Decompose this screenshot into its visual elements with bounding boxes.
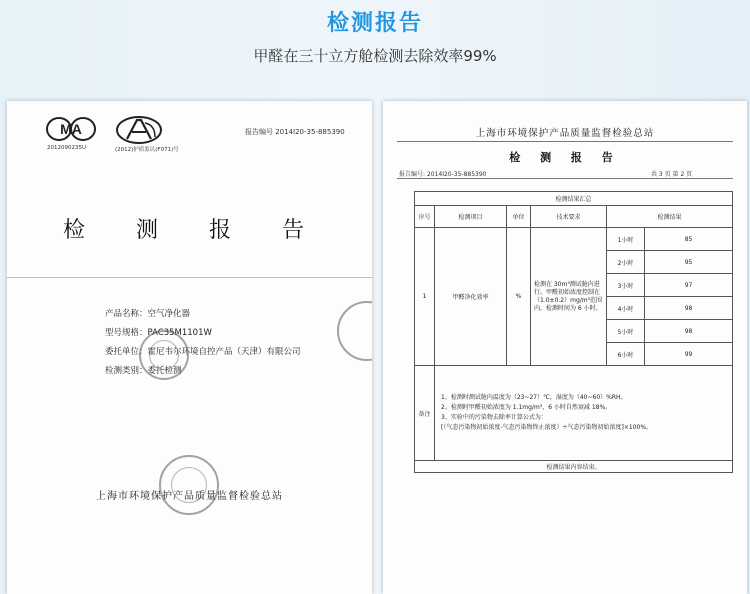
- result-period: 3小时: [607, 274, 645, 297]
- field-label: 产品名称：: [105, 309, 148, 319]
- row-unit: %: [507, 228, 531, 366]
- result-value: 99: [645, 343, 733, 366]
- field-value: 空气净化器: [147, 309, 191, 319]
- field-label: 委托单位：: [105, 347, 148, 357]
- field-value: 委托检测: [147, 366, 182, 376]
- remark-line: 2、检测时甲醛初始浓度为 1.1mg/m³，6 小时自然衰减 18%。: [441, 404, 612, 411]
- result-period: 6小时: [607, 343, 645, 366]
- field-value: PAC35M1101W: [147, 328, 212, 338]
- issuer-name: 上海市环境保护产品质量监督检验总站: [475, 128, 655, 139]
- page-number: 共 3 页 第 2 页: [651, 171, 693, 178]
- field-value: 霍尼韦尔环境自控产品（天津）有限公司: [147, 347, 301, 357]
- result-period: 1小时: [607, 228, 645, 251]
- row-no: 1: [415, 228, 435, 366]
- results-table: [414, 191, 733, 473]
- official-seal-icon: [337, 301, 372, 361]
- official-seal-icon: [159, 455, 219, 515]
- end-note: 检测结果内容结束。: [415, 461, 733, 473]
- official-seal-icon: [139, 330, 189, 380]
- page-title: 检测报告: [326, 11, 423, 36]
- col-header-unit: 单位: [507, 206, 531, 228]
- field-label: 型号规格：: [105, 328, 148, 338]
- report-results-page: [383, 101, 747, 594]
- result-period: 4小时: [607, 297, 645, 320]
- report-number: 报告编号 2014I20-35-885390: [245, 128, 345, 136]
- cal-code: (2012)护质监认(F071)号: [115, 147, 179, 153]
- field-client: [105, 345, 301, 357]
- fold-line: [7, 277, 372, 278]
- result-value: 95: [645, 251, 733, 274]
- field-product-name: [105, 307, 190, 319]
- remark-line: [（气态污染物初始浓度-气态污染物终止浓度）÷气态污染物初始浓度]×100%。: [441, 424, 653, 431]
- table-caption: 检测结果汇总: [415, 192, 733, 206]
- issuer-name: 上海市环境保护产品质量监督检验总站: [96, 491, 283, 502]
- cal-mark-icon: [115, 115, 163, 145]
- col-header-requirement: 技术要求: [531, 206, 607, 228]
- report-number: 报告编号: 2014I20-35-885390: [399, 171, 487, 178]
- report-title: 检 测 报 告: [63, 218, 326, 243]
- remark-line: 3、实验中的污染物去除率计算公式为：: [441, 414, 547, 421]
- result-period: 2小时: [607, 251, 645, 274]
- report-cover-page: [7, 101, 372, 594]
- divider: [397, 141, 733, 142]
- col-header-item: 检测项目: [435, 206, 507, 228]
- result-value: 98: [645, 297, 733, 320]
- remark-line: 1、检测时测试舱内温度为（23~27）℃，湿度为（40~60）%RH。: [441, 394, 627, 401]
- cma-mark-icon: [45, 115, 97, 143]
- result-period: 5小时: [607, 320, 645, 343]
- divider: [397, 178, 733, 179]
- remarks-label: 备注: [415, 366, 435, 461]
- col-header-no: 序号: [415, 206, 435, 228]
- report-title: 检 测 报 告: [509, 151, 621, 164]
- result-value: 85: [645, 228, 733, 251]
- result-value: 98: [645, 320, 733, 343]
- svg-text:MA: MA: [60, 121, 82, 137]
- page-subtitle: 甲醛在三十立方舱检测去除效率99%: [253, 47, 497, 65]
- row-requirement: 检测在 30m³测试舱内进行。甲醛初始浓度控制在（1.0±0.2）mg/m³范围内，检测时间为 6 小时。: [531, 228, 607, 366]
- row-item: 甲醛净化效率: [435, 228, 507, 366]
- col-header-result: 检测结果: [607, 206, 733, 228]
- cma-code: 2012090235U: [47, 145, 87, 151]
- field-label: 检测类别：: [105, 366, 148, 376]
- remarks: [435, 366, 733, 461]
- result-value: 97: [645, 274, 733, 297]
